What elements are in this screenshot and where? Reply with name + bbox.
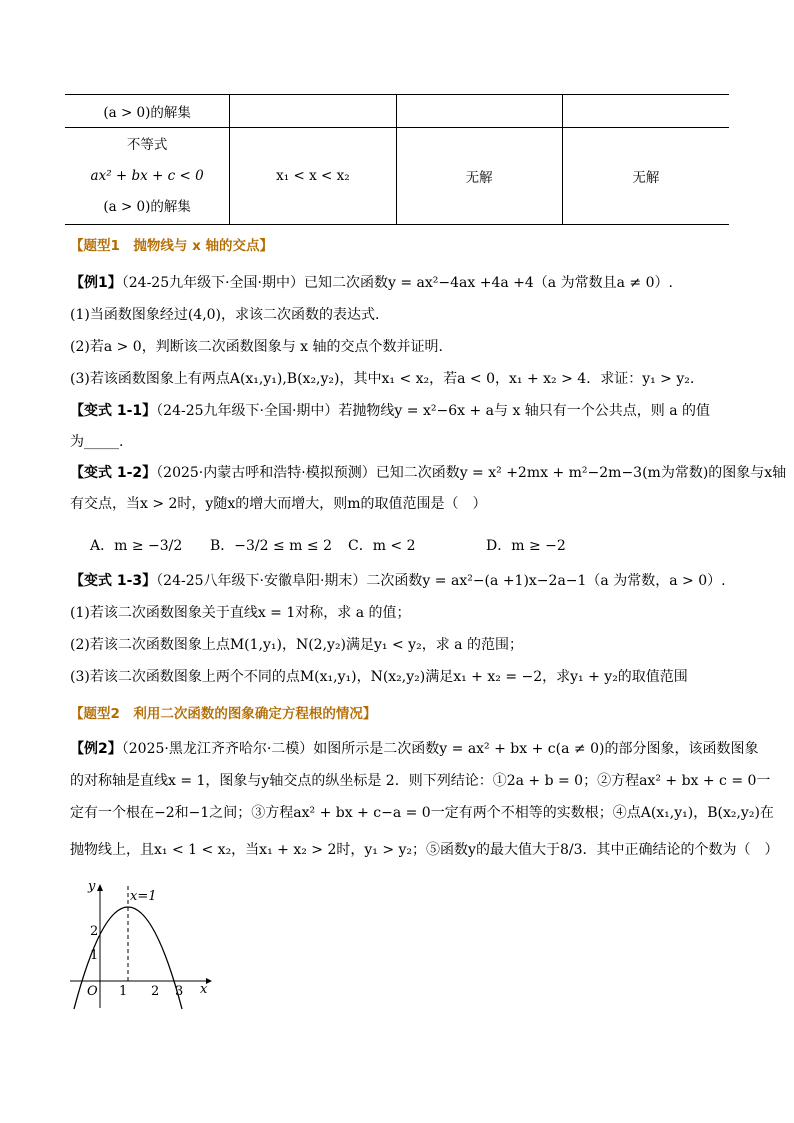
x-tick-label: 2 bbox=[151, 984, 160, 999]
option-a: A．m ≥ −3/2 bbox=[90, 538, 183, 554]
example-tag: 【例1】 bbox=[70, 275, 122, 291]
variant-text: （24-25九年级下·全国·期中）若抛物线y = x²−6x + a与 x 轴只有一个公共点，则 a 的值 bbox=[156, 403, 711, 419]
table-cell bbox=[230, 95, 396, 128]
symmetry-label: x=1 bbox=[130, 889, 157, 904]
example-2 bbox=[70, 739, 758, 759]
cell-line: ax² + bx + c < 0 bbox=[90, 167, 204, 184]
variant-text-cont: 有交点，当x > 2时，y随x的增大而增大，则m的取值范围是（ ） bbox=[70, 496, 487, 512]
example-text-line: 定有一个根在−2和−1之间；③方程ax² + bx + c−a = 0一定有两个不相等的实数根；④点A(x₁,y₁)，B(x₂,y₂)在 bbox=[70, 805, 774, 821]
table-cell: x₁ < x < x₂ bbox=[230, 128, 396, 225]
y-tick-label: 2 bbox=[90, 924, 99, 939]
question-line: (2)若该二次函数图象上点M(1,y₁)，N(2,y₂)满足y₁ < y₂，求 a 的范围； bbox=[70, 637, 523, 653]
variant-text: （24-25八年级下·安徽阜阳·期末）二次函数y = ax²−(a +1)x−2a−1（a 为常数，a > 0）. bbox=[156, 573, 726, 589]
section-title: 【题型2 利用二次函数的图象确定方程根的情况】 bbox=[70, 706, 377, 722]
table-cell: (a > 0)的解集 bbox=[65, 95, 230, 128]
variant-1-2 bbox=[70, 463, 786, 483]
example-text-line: 抛物线上，且x₁ < 1 < x₂，当x₁ + x₂ > 2时，y₁ > y₂；⑤函数y的最大值大于8/3．其中正确结论的个数为（ ） bbox=[70, 842, 779, 858]
option-d: D．m ≥ −2 bbox=[486, 538, 566, 554]
table-cell bbox=[396, 95, 562, 128]
variant-tag: 【变式 1-3】 bbox=[70, 573, 157, 589]
option-b: B．−3/2 ≤ m ≤ 2 bbox=[210, 538, 332, 554]
table-cell bbox=[65, 128, 230, 225]
table-cell: 无解 bbox=[396, 128, 562, 225]
variant-tag: 【变式 1-2】 bbox=[70, 465, 157, 481]
solution-set-table bbox=[65, 94, 729, 225]
table-row bbox=[65, 128, 729, 225]
question-line: (1)若该二次函数图象关于直线x = 1对称，求 a 的值； bbox=[70, 605, 411, 621]
example-tag: 【例2】 bbox=[70, 741, 122, 757]
parabola-graph bbox=[66, 878, 226, 1013]
question-line: (2)若a > 0，判断该二次函数图象与 x 轴的交点个数并证明. bbox=[70, 339, 443, 355]
cell-line: (a > 0)的解集 bbox=[103, 198, 191, 215]
x-tick-label: 1 bbox=[119, 984, 128, 999]
table-cell bbox=[562, 95, 729, 128]
variant-tag: 【变式 1-1】 bbox=[70, 403, 157, 419]
y-axis-arrow bbox=[97, 884, 103, 891]
section-title: 【题型1 抛物线与 x 轴的交点】 bbox=[70, 238, 274, 254]
option-c: C．m < 2 bbox=[348, 538, 416, 554]
x-tick-label: 3 bbox=[175, 984, 184, 999]
example-text: （24-25九年级下·全国·期中）已知二次函数y = ax²−4ax +4a +4（a 为常数且a ≠ 0）. bbox=[121, 275, 673, 291]
variant-text-cont: 为_____. bbox=[70, 434, 124, 450]
variant-1-3 bbox=[70, 571, 726, 591]
question-line: (3)若该函数图象上有两点A(x₁,y₁),B(x₂,y₂)，其中x₁ < x₂，若a < 0，x₁ + x₂ > 4．求证：y₁ > y₂. bbox=[70, 371, 695, 387]
question-line: (1)当函数图象经过(4,0)，求该二次函数的表达式. bbox=[70, 307, 380, 323]
y-axis-label: y bbox=[88, 879, 96, 894]
example-1 bbox=[70, 273, 673, 293]
x-axis-label: x bbox=[200, 982, 208, 997]
table-row bbox=[65, 95, 729, 128]
example-text: （2025·黑龙江齐齐哈尔·二模）如图所示是二次函数y = ax² + bx + c(a ≠ 0)的部分图象，该函数图象 bbox=[121, 741, 759, 757]
origin-label: O bbox=[87, 984, 98, 999]
cell-line: 不等式 bbox=[126, 136, 168, 153]
question-line: (3)若该二次函数图象上两个不同的点M(x₁,y₁)，N(x₂,y₂)满足x₁ + x₂ = −2，求y₁ + y₂的取值范围 bbox=[70, 669, 688, 685]
y-tick-label: 1 bbox=[90, 948, 99, 963]
table-cell: 无解 bbox=[562, 128, 729, 225]
variant-1-1 bbox=[70, 401, 710, 421]
variant-text: （2025·内蒙古呼和浩特·模拟预测）已知二次函数y = x² +2mx + m²−2m−3(m为常数)的图象与x轴 bbox=[156, 465, 787, 481]
example-text-line: 的对称轴是直线x = 1，图象与y轴交点的纵坐标是 2．则下列结论：①2a + b = 0；②方程ax² + bx + c = 0一 bbox=[70, 773, 771, 789]
